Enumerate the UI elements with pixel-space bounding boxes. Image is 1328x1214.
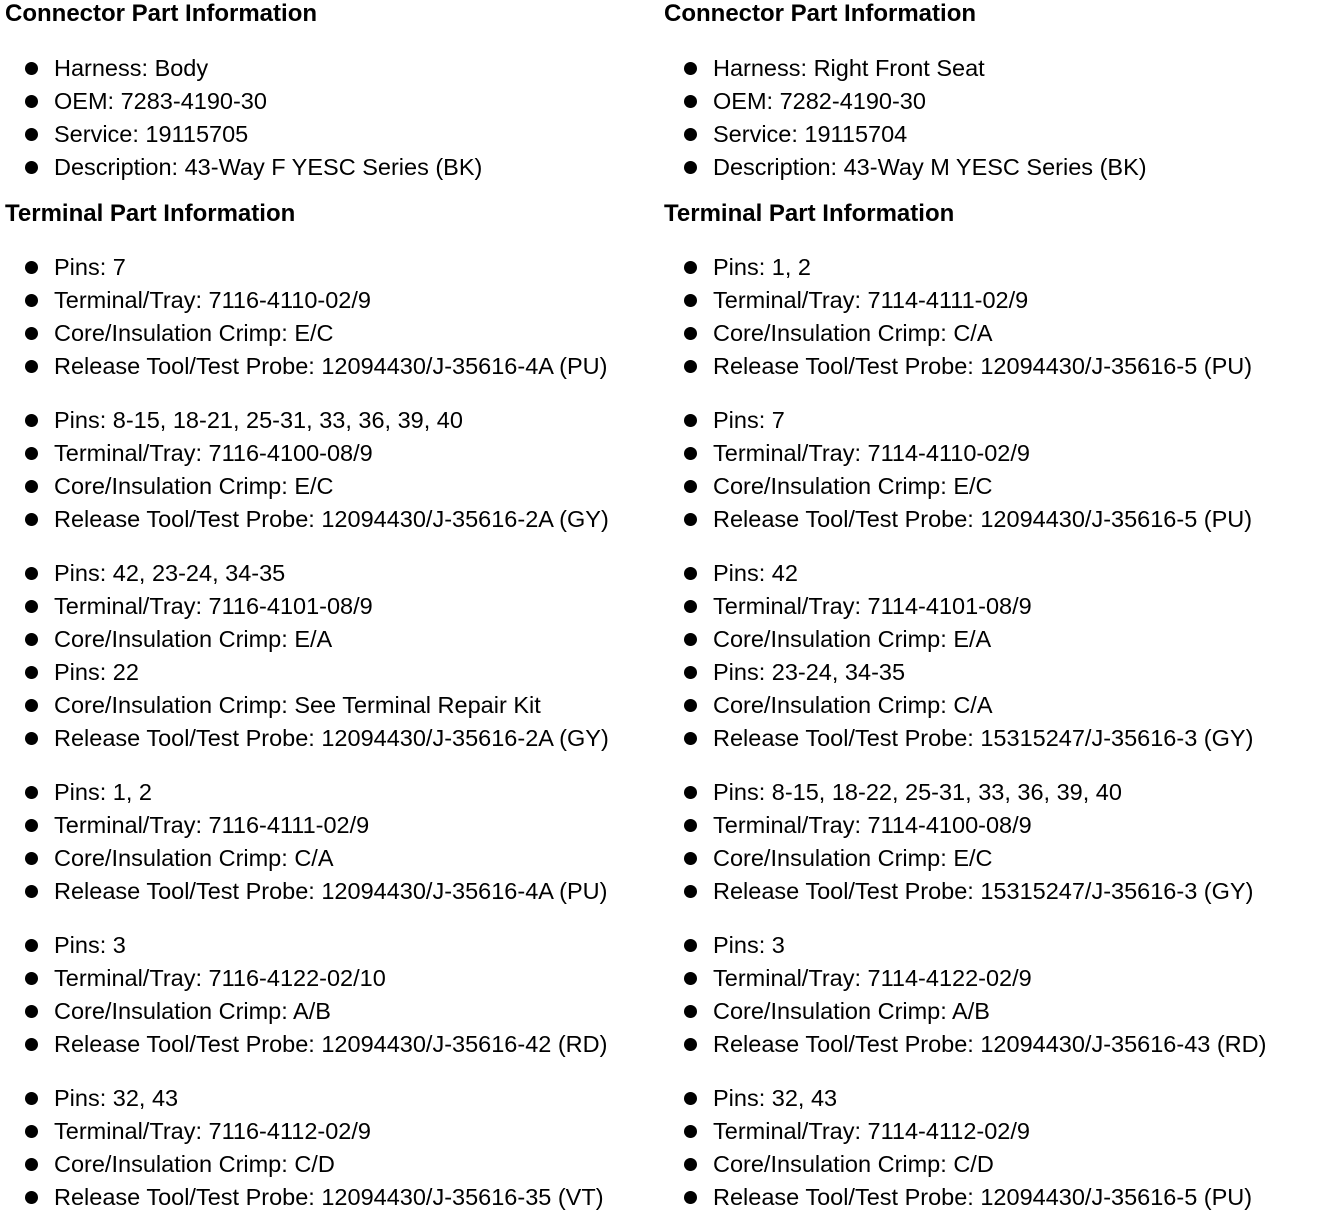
item-text: Core/Insulation Crimp: E/C [54, 320, 334, 346]
terminal-info-item [5, 1148, 665, 1181]
bullet-icon [684, 972, 697, 985]
item-text: Core/Insulation Crimp: See Terminal Repair Kit [54, 692, 541, 718]
terminal-info-item [664, 1115, 1324, 1148]
connector-info-item [664, 85, 1324, 118]
bullet-icon [684, 447, 697, 460]
bullet-icon [684, 600, 697, 613]
item-text: Pins: 32, 43 [713, 1085, 838, 1111]
terminal-info-item [5, 1181, 665, 1214]
item-text: OEM: 7283-4190-30 [54, 88, 267, 114]
item-text: Terminal/Tray: 7114-4110-02/9 [713, 440, 1030, 466]
terminal-info-item [664, 995, 1324, 1028]
bullet-icon [25, 1125, 38, 1138]
bullet-icon [25, 128, 38, 141]
terminal-group [5, 404, 665, 536]
item-text: Pins: 1, 2 [713, 254, 811, 280]
bullet-icon [684, 414, 697, 427]
terminal-group [5, 557, 665, 755]
terminal-info-item [5, 317, 665, 350]
bullet-icon [25, 95, 38, 108]
item-text: Core/Insulation Crimp: A/B [713, 998, 990, 1024]
bullet-icon [684, 567, 697, 580]
terminal-group [5, 1082, 665, 1214]
item-text: Harness: Body [54, 55, 209, 81]
item-text: Core/Insulation Crimp: E/C [713, 845, 993, 871]
item-text: Terminal/Tray: 7114-4112-02/9 [713, 1118, 1030, 1144]
connector-info-item [5, 118, 665, 151]
terminal-info-item [5, 656, 665, 689]
item-text: Terminal/Tray: 7116-4100-08/9 [54, 440, 373, 466]
item-text: Pins: 23-24, 34-35 [713, 659, 906, 685]
item-text: Pins: 42 [713, 560, 798, 586]
bullet-icon [25, 360, 38, 373]
terminal-info-item [5, 842, 665, 875]
terminal-info-item [664, 284, 1324, 317]
item-text: Terminal/Tray: 7116-4112-02/9 [54, 1118, 371, 1144]
bullet-icon [684, 852, 697, 865]
item-text: Service: 19115704 [713, 121, 908, 147]
item-text: Pins: 3 [713, 932, 785, 958]
terminal-info-item [5, 809, 665, 842]
bullet-icon [684, 1125, 697, 1138]
bullet-icon [25, 600, 38, 613]
item-text: OEM: 7282-4190-30 [713, 88, 926, 114]
item-text: Harness: Right Front Seat [713, 55, 985, 81]
bullet-icon [684, 885, 697, 898]
terminal-info-item [5, 722, 665, 755]
bullet-icon [25, 699, 38, 712]
terminal-info-item [5, 623, 665, 656]
item-text: Core/Insulation Crimp: E/C [54, 473, 334, 499]
terminal-group [5, 929, 665, 1061]
item-text: Release Tool/Test Probe: 12094430/J-35616-5 (PU) [713, 353, 1253, 379]
item-text: Core/Insulation Crimp: E/C [713, 473, 993, 499]
terminal-group [664, 251, 1324, 383]
bullet-icon [25, 972, 38, 985]
terminal-info-item [664, 962, 1324, 995]
bullet-icon [684, 939, 697, 952]
item-text: Terminal/Tray: 7116-4110-02/9 [54, 287, 371, 313]
bullet-icon [684, 633, 697, 646]
item-text: Release Tool/Test Probe: 12094430/J-35616-35 (VT) [54, 1184, 604, 1210]
bullet-icon [25, 633, 38, 646]
terminal-info-item [664, 929, 1324, 962]
terminal-info-item [5, 404, 665, 437]
item-text: Description: 43-Way F YESC Series (BK) [54, 154, 483, 180]
terminal-info-item [5, 590, 665, 623]
terminal-info-item [664, 317, 1324, 350]
item-text: Release Tool/Test Probe: 15315247/J-35616-3 (GY) [713, 725, 1254, 751]
terminal-group [664, 776, 1324, 908]
connector-info-item [5, 151, 665, 184]
connector-part-heading: Connector Part Information [664, 0, 977, 27]
bullet-icon [684, 62, 697, 75]
terminal-info-item [5, 350, 665, 383]
item-text: Pins: 8-15, 18-21, 25-31, 33, 36, 39, 40 [54, 407, 463, 433]
bullet-icon [25, 1038, 38, 1051]
item-text: Pins: 7 [713, 407, 785, 433]
item-text: Pins: 1, 2 [54, 779, 152, 805]
terminal-info-item [5, 470, 665, 503]
terminal-info-item [5, 1115, 665, 1148]
bullet-icon [25, 732, 38, 745]
terminal-info-item [5, 284, 665, 317]
item-text: Core/Insulation Crimp: C/A [713, 692, 993, 718]
item-text: Terminal/Tray: 7114-4100-08/9 [713, 812, 1032, 838]
terminal-group [5, 251, 665, 383]
terminal-info-item [5, 251, 665, 284]
terminal-info-item [664, 722, 1324, 755]
bullet-icon [684, 819, 697, 832]
connector-info-item [664, 118, 1324, 151]
bullet-icon [684, 513, 697, 526]
terminal-info-item [664, 470, 1324, 503]
bullet-icon [684, 95, 697, 108]
item-text: Core/Insulation Crimp: C/A [713, 320, 993, 346]
bullet-icon [25, 414, 38, 427]
terminal-info-item [664, 590, 1324, 623]
bullet-icon [684, 261, 697, 274]
item-text: Pins: 42, 23-24, 34-35 [54, 560, 286, 586]
left-connector-column [5, 0, 665, 1214]
bullet-icon [684, 1092, 697, 1105]
item-text: Core/Insulation Crimp: C/D [713, 1151, 994, 1177]
item-text: Release Tool/Test Probe: 12094430/J-35616-2A (GY) [54, 506, 609, 532]
terminal-info-item [664, 875, 1324, 908]
item-text: Release Tool/Test Probe: 12094430/J-35616-4A (PU) [54, 878, 608, 904]
item-text: Core/Insulation Crimp: A/B [54, 998, 331, 1024]
terminal-info-item [5, 875, 665, 908]
connector-info-item [664, 52, 1324, 85]
bullet-icon [25, 161, 38, 174]
bullet-icon [25, 513, 38, 526]
terminal-info-item [664, 623, 1324, 656]
item-text: Terminal/Tray: 7116-4111-02/9 [54, 812, 370, 838]
terminal-info-item [664, 557, 1324, 590]
bullet-icon [25, 294, 38, 307]
item-text: Terminal/Tray: 7116-4122-02/10 [54, 965, 386, 991]
terminal-info-item [664, 251, 1324, 284]
item-text: Release Tool/Test Probe: 12094430/J-35616-4A (PU) [54, 353, 608, 379]
bullet-icon [684, 732, 697, 745]
item-text: Release Tool/Test Probe: 12094430/J-35616-2A (GY) [54, 725, 609, 751]
terminal-info-item [664, 842, 1324, 875]
connector-info-list [664, 52, 1324, 184]
item-text: Pins: 3 [54, 932, 126, 958]
bullet-icon [25, 327, 38, 340]
item-text: Description: 43-Way M YESC Series (BK) [713, 154, 1147, 180]
bullet-icon [25, 261, 38, 274]
bullet-icon [25, 480, 38, 493]
bullet-icon [25, 786, 38, 799]
item-text: Core/Insulation Crimp: E/A [54, 626, 333, 652]
bullet-icon [684, 1158, 697, 1171]
item-text: Core/Insulation Crimp: C/A [54, 845, 334, 871]
item-text: Pins: 22 [54, 659, 139, 685]
right-connector-column [664, 0, 1324, 1214]
bullet-icon [684, 699, 697, 712]
terminal-info-item [664, 1082, 1324, 1115]
item-text: Core/Insulation Crimp: C/D [54, 1151, 335, 1177]
terminal-info-item [5, 557, 665, 590]
bullet-icon [684, 666, 697, 679]
terminal-info-item [5, 1028, 665, 1061]
item-text: Pins: 32, 43 [54, 1085, 179, 1111]
bullet-icon [25, 1092, 38, 1105]
connector-info-item [5, 85, 665, 118]
bullet-icon [25, 62, 38, 75]
connector-info-item [5, 52, 665, 85]
terminal-part-heading: Terminal Part Information [5, 200, 296, 227]
terminal-info-item [5, 437, 665, 470]
terminal-info-item [664, 776, 1324, 809]
terminal-info-item [5, 503, 665, 536]
terminal-group [5, 776, 665, 908]
terminal-info-item [664, 809, 1324, 842]
bullet-icon [684, 327, 697, 340]
item-text: Service: 19115705 [54, 121, 249, 147]
bullet-icon [684, 360, 697, 373]
item-text: Release Tool/Test Probe: 15315247/J-35616-3 (GY) [713, 878, 1254, 904]
bullet-icon [25, 1005, 38, 1018]
connector-part-heading: Connector Part Information [5, 0, 318, 27]
terminal-info-item [5, 962, 665, 995]
item-text: Pins: 7 [54, 254, 126, 280]
item-text: Release Tool/Test Probe: 12094430/J-35616-5 (PU) [713, 506, 1253, 532]
terminal-info-item [664, 689, 1324, 722]
item-text: Terminal/Tray: 7116-4101-08/9 [54, 593, 373, 619]
terminal-info-item [5, 689, 665, 722]
terminal-info-item [664, 656, 1324, 689]
bullet-icon [684, 294, 697, 307]
bullet-icon [25, 1158, 38, 1171]
item-text: Pins: 8-15, 18-22, 25-31, 33, 36, 39, 40 [713, 779, 1122, 805]
bullet-icon [25, 567, 38, 580]
terminal-info-item [664, 350, 1324, 383]
terminal-info-item [5, 995, 665, 1028]
bullet-icon [684, 1038, 697, 1051]
terminal-info-item [5, 929, 665, 962]
bullet-icon [25, 939, 38, 952]
terminal-info-item [664, 1181, 1324, 1214]
bullet-icon [25, 819, 38, 832]
terminal-info-item [664, 1148, 1324, 1181]
bullet-icon [25, 447, 38, 460]
item-text: Terminal/Tray: 7114-4122-02/9 [713, 965, 1032, 991]
item-text: Terminal/Tray: 7114-4111-02/9 [713, 287, 1029, 313]
terminal-info-item [664, 1028, 1324, 1061]
bullet-icon [684, 1005, 697, 1018]
terminal-group [664, 404, 1324, 536]
terminal-info-item [664, 437, 1324, 470]
terminal-group [664, 557, 1324, 755]
bullet-icon [684, 786, 697, 799]
terminal-info-item [664, 404, 1324, 437]
bullet-icon [25, 885, 38, 898]
terminal-part-heading: Terminal Part Information [664, 200, 955, 227]
terminal-group [664, 929, 1324, 1061]
item-text: Release Tool/Test Probe: 12094430/J-35616-43 (RD) [713, 1031, 1267, 1057]
terminal-info-item [664, 503, 1324, 536]
bullet-icon [25, 666, 38, 679]
item-text: Core/Insulation Crimp: E/A [713, 626, 992, 652]
connector-info-list [5, 52, 665, 184]
terminal-info-item [5, 776, 665, 809]
bullet-icon [684, 161, 697, 174]
item-text: Terminal/Tray: 7114-4101-08/9 [713, 593, 1032, 619]
bullet-icon [684, 1191, 697, 1204]
item-text: Release Tool/Test Probe: 12094430/J-35616-5 (PU) [713, 1184, 1253, 1210]
connector-info-item [664, 151, 1324, 184]
bullet-icon [684, 128, 697, 141]
terminal-info-item [5, 1082, 665, 1115]
bullet-icon [684, 480, 697, 493]
item-text: Release Tool/Test Probe: 12094430/J-35616-42 (RD) [54, 1031, 608, 1057]
bullet-icon [25, 852, 38, 865]
bullet-icon [25, 1191, 38, 1204]
terminal-group [664, 1082, 1324, 1214]
